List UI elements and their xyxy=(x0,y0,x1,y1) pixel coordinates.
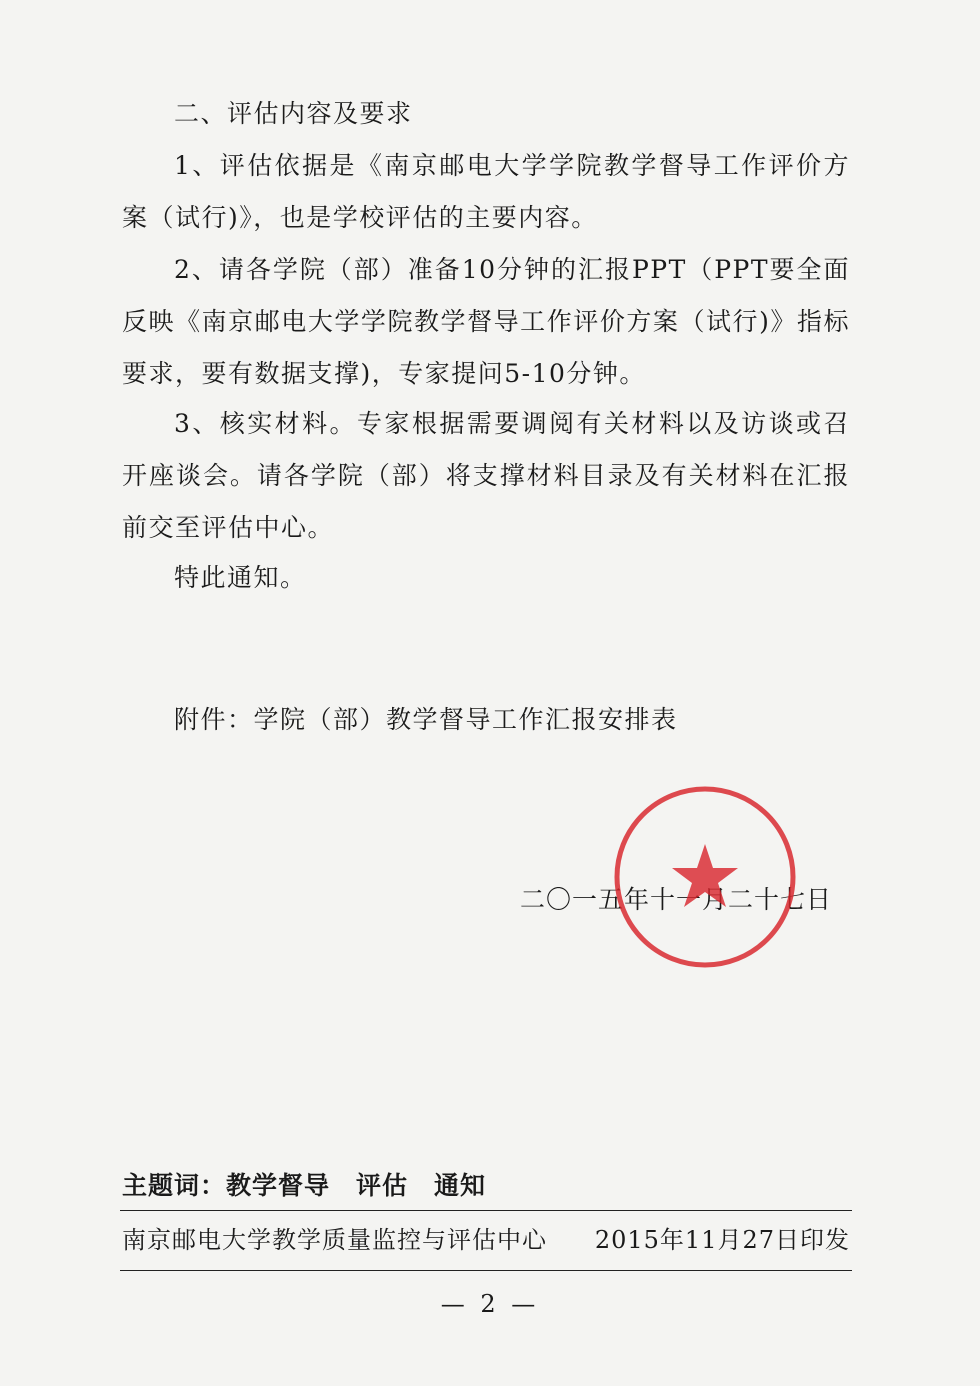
requirement-item-2: 2、请各学院（部）准备10分钟的汇报PPT（PPT要全面反映《南京邮电大学学院教学督导工作评价方案（试行)》指标要求，要有数据支撑)，专家提问5-10分钟。 xyxy=(122,255,850,388)
attachment-line: 附件：学院（部）教学督导工作汇报安排表 xyxy=(174,705,678,734)
requirement-item-3: 3、核实材料。专家根据需要调阅有关材料以及访谈或召开座谈会。请各学院（部）将支撑材料目录及有关材料在汇报前交至评估中心。 xyxy=(122,409,850,542)
divider xyxy=(120,1210,852,1211)
keywords-line xyxy=(122,1166,850,1202)
page-number: — 2 — xyxy=(440,1290,540,1318)
issue-date: 2015年11月27日印发 xyxy=(594,1226,850,1254)
keyword: 通知 xyxy=(434,1171,487,1200)
keyword: 教学督导 xyxy=(226,1171,331,1200)
official-seal-icon xyxy=(610,782,800,972)
keywords-label: 主题词： xyxy=(122,1171,227,1200)
issuer-name: 南京邮电大学教学质量监控与评估中心 xyxy=(122,1226,547,1254)
keyword: 评估 xyxy=(356,1171,409,1200)
issuer-line xyxy=(122,1220,850,1255)
document-date: 二〇一五年十一月二十七日 xyxy=(519,885,832,914)
closing-notice: 特此通知。 xyxy=(174,563,307,592)
section-heading: 二、评估内容及要求 xyxy=(174,99,413,128)
requirement-item-1: 1、评估依据是《南京邮电大学学院教学督导工作评价方案（试行)》，也是学校评估的主要内容。 xyxy=(122,151,850,232)
divider xyxy=(120,1270,852,1271)
